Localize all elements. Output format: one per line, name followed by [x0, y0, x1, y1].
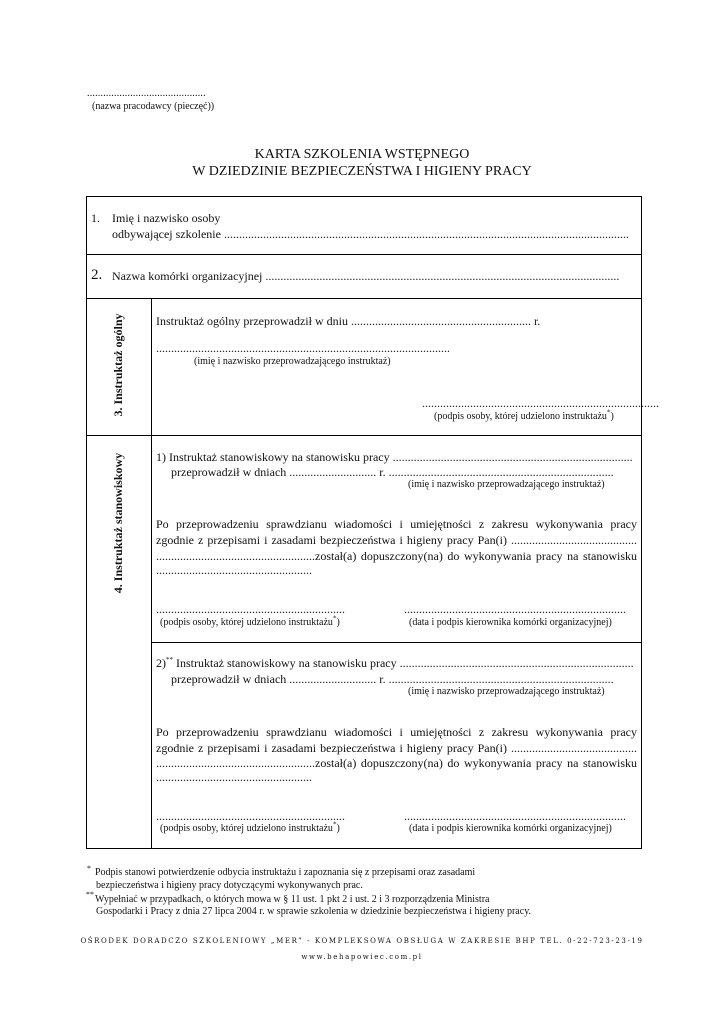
workstation-training-2-position-continued[interactable]: ....................................................	[156, 770, 312, 784]
workstation-training-1-trainee-signature-field[interactable]: ...............................................................	[156, 602, 345, 616]
row-divider	[86, 435, 642, 436]
side-label-divider	[151, 298, 152, 849]
footer-website: www.behapowiec.com.pl	[301, 953, 423, 961]
workstation-training-1-admitted-line[interactable]: .....................................................został(a) dopuszczony(na) do wykonywania pracy na stanowisku	[156, 549, 637, 563]
workstation-training-1-position-field[interactable]: 1) Instruktaż stanowiskowy na stanowisku pracy ................................................................................	[156, 450, 633, 464]
workstation-training-1-dates-field[interactable]: przeprowadził w dniach ............................. r. ...........................................................................	[171, 465, 614, 479]
general-training-date-field[interactable]: Instruktaż ogólny przeprowadził w dniu ............................................................ r.	[156, 314, 541, 328]
subsection-divider	[151, 642, 642, 643]
workstation-training-1-position-continued[interactable]: ....................................................	[156, 563, 312, 577]
row1-number: 1.	[91, 211, 100, 225]
general-trainee-signature-caption: (podpis osoby, której udzielono instruktażu*)	[434, 408, 614, 422]
workstation-training-2-manager-signature-field[interactable]: ..........................................................................	[404, 809, 626, 823]
row-divider	[86, 254, 642, 255]
workstation-training-1-manager-signature-caption: (data i podpis kierownika komórki organizacyjnej)	[409, 617, 612, 628]
workstation-training-1-paragraph-line: Po przeprowadzeniu sprawdzianu wiadomości i umiejętności z zakresu wykonywania pracy	[156, 517, 637, 531]
workstation-training-1-caption: (imię i nazwisko przeprowadzającego instruktaż)	[408, 479, 605, 490]
footnote-2-mark: **	[86, 890, 94, 899]
row1-label: Imię i nazwisko osoby	[112, 211, 221, 225]
section4-side-label: 4. Instruktaż stanowiskowy	[111, 452, 125, 594]
employer-stamp-caption: (nazwa pracodawcy (pieczęć))	[92, 101, 215, 112]
workstation-training-2-trainee-signature-caption: (podpis osoby, której udzielono instruktażu*)	[160, 820, 340, 834]
document-title-line1: KARTA SZKOLENIA WSTĘPNEGO	[254, 147, 470, 162]
workstation-training-2-admitted-line[interactable]: .....................................................został(a) dopuszczony(na) do wykonywania pracy na stanowisku	[156, 756, 637, 770]
general-instructor-caption: (imię i nazwisko przeprowadzającego instruktaż)	[194, 356, 391, 367]
workstation-training-2-trainee-field[interactable]: zgodnie z przepisami i zasadami bezpieczeństwa i higieny pracy Pan(i) ..........................................	[156, 741, 637, 755]
footnote-2-line1: Wypełniać w przypadkach, o których mowa w § 11 ust. 1 pkt 2 i ust. 2 i 3 rozporządzenia Ministra	[95, 894, 490, 905]
document-title-line2: W DZIEDZINIE BEZPIECZEŃSTWA I HIGIENY PRACY	[192, 164, 532, 179]
workstation-training-2-position-field[interactable]: 2)** Instruktaż stanowiskowy na stanowisku pracy ..............................................................................	[156, 656, 634, 670]
employer-stamp-dots: ............................................	[87, 88, 206, 99]
footnote-2-line2: Gospodarki i Pracy z dnia 27 lipca 2004 r. w sprawie szkolenia w dziedzinie bezpieczeństwa i higieny pracy.	[96, 906, 532, 917]
footnote-1-mark: *	[87, 864, 91, 873]
workstation-training-1-trainee-field[interactable]: zgodnie z przepisami i zasadami bezpieczeństwa i higieny pracy Pan(i) ..........................................	[156, 533, 637, 547]
footnote-1-line2: bezpieczeństwa i higieny pracy dotyczącymi wykonywanych prac.	[96, 880, 363, 891]
row2-number: 2.	[91, 267, 103, 283]
footnote-1-line1: Podpis stanowi potwierdzenie odbycia instruktażu i zapoznania się z przepisami oraz zasadami	[95, 867, 476, 878]
general-trainee-signature-field[interactable]: ...............................................................................	[422, 396, 659, 410]
footer-company-info: OŚRODEK DORADCZO SZKOLENIOWY „MER” - KOMPLEKSOWA OBSŁUGA W ZAKRESIE BHP TEL. 0-22-723-23-19	[80, 937, 644, 945]
row-divider	[86, 298, 642, 299]
workstation-training-2-paragraph-line: Po przeprowadzeniu sprawdzianu wiadomości i umiejętności z zakresu wykonywania pracy	[156, 725, 637, 739]
workstation-training-2-caption: (imię i nazwisko przeprowadzającego instruktaż)	[408, 686, 605, 697]
workstation-training-2-manager-signature-caption: (data i podpis kierownika komórki organizacyjnej)	[409, 823, 612, 834]
workstation-training-1-manager-signature-field[interactable]: ..........................................................................	[404, 602, 626, 616]
department-field[interactable]: Nazwa komórki organizacyjnej ......................................................................................................................	[112, 269, 620, 283]
workstation-training-1-trainee-signature-caption: (podpis osoby, której udzielono instruktażu*)	[160, 614, 340, 628]
general-instructor-name-field[interactable]: ..................................................................................................	[156, 341, 450, 355]
workstation-training-2-dates-field[interactable]: przeprowadził w dniach ............................. r. ...........................................................................	[171, 672, 614, 686]
workstation-training-2-trainee-signature-field[interactable]: ...............................................................	[156, 809, 345, 823]
section3-side-label: 3. Instruktaż ogólny	[111, 313, 125, 417]
trainee-name-field[interactable]: odbywającej szkolenie .......................................................................................................................................	[112, 227, 629, 241]
